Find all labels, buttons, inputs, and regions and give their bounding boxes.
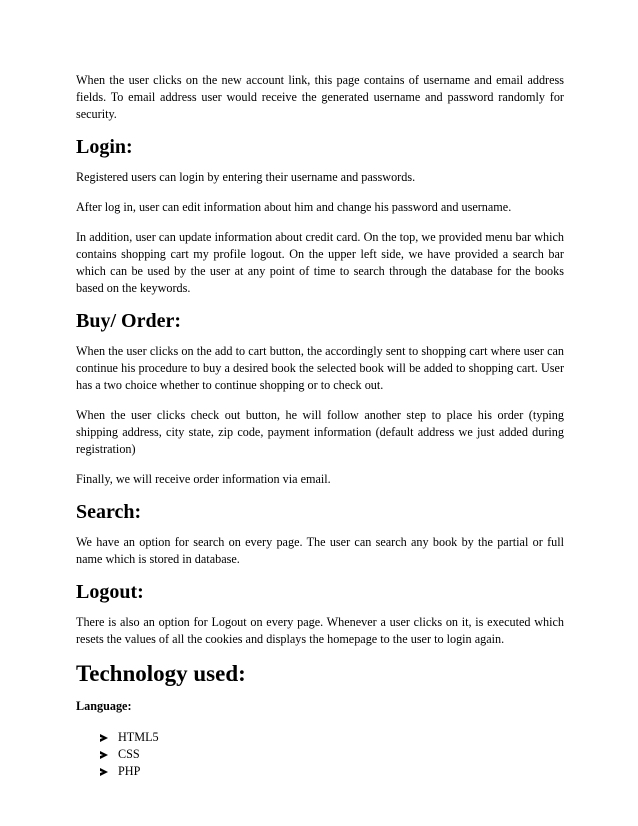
list-item-label: HTML5 <box>118 730 159 744</box>
technology-list <box>76 729 564 780</box>
technology-heading: Technology used: <box>76 661 246 686</box>
logout-heading: Logout: <box>76 581 144 603</box>
arrow-bullet-icon <box>100 751 108 759</box>
login-paragraph-2: After log in, user can edit information about him and change his password and username. <box>76 200 512 214</box>
buy-order-paragraph-1: When the user clicks on the add to cart button, the accordingly sent to shopping cart where user can continue his procedure to buy a desired book the selected book will be added to shopping cart. User has a two choice whether to continue shopping or to check out. <box>76 344 564 392</box>
list-item <box>100 746 564 763</box>
buy-order-heading: Buy/ Order: <box>76 310 181 332</box>
search-heading: Search: <box>76 501 142 523</box>
intro-paragraph: When the user clicks on the new account link, this page contains of username and email address fields. To email address user would receive the generated username and password randomly for security. <box>76 73 564 121</box>
list-item-label: CSS <box>118 747 140 761</box>
login-paragraph-1: Registered users can login by entering their username and passwords. <box>76 170 416 184</box>
language-subheading: Language: <box>76 699 132 713</box>
list-item <box>100 763 564 780</box>
document-page <box>76 72 564 780</box>
list-item <box>100 729 564 746</box>
buy-order-paragraph-3: Finally, we will receive order information via email. <box>76 472 331 486</box>
search-paragraph-1: We have an option for search on every page. The user can search any book by the partial or full name which is stored in database. <box>76 535 564 566</box>
list-item-label: PHP <box>118 764 141 778</box>
arrow-bullet-icon <box>100 734 108 742</box>
login-paragraph-3: In addition, user can update information about credit card. On the top, we provided menu bar which contains shopping cart my profile logout. On the upper left side, we have provided a search bar which can be used by the user at any point of time to search through the database for the books based on the keywords. <box>76 230 564 295</box>
login-heading: Login: <box>76 136 133 158</box>
logout-paragraph-1: There is also an option for Logout on every page. Whenever a user clicks on it, is executed which resets the values of all the cookies and displays the homepage to the user to login again. <box>76 615 564 646</box>
buy-order-paragraph-2: When the user clicks check out button, he will follow another step to place his order (typing shipping address, city state, zip code, payment information (default address we just added during registration) <box>76 408 564 456</box>
arrow-bullet-icon <box>100 768 108 776</box>
